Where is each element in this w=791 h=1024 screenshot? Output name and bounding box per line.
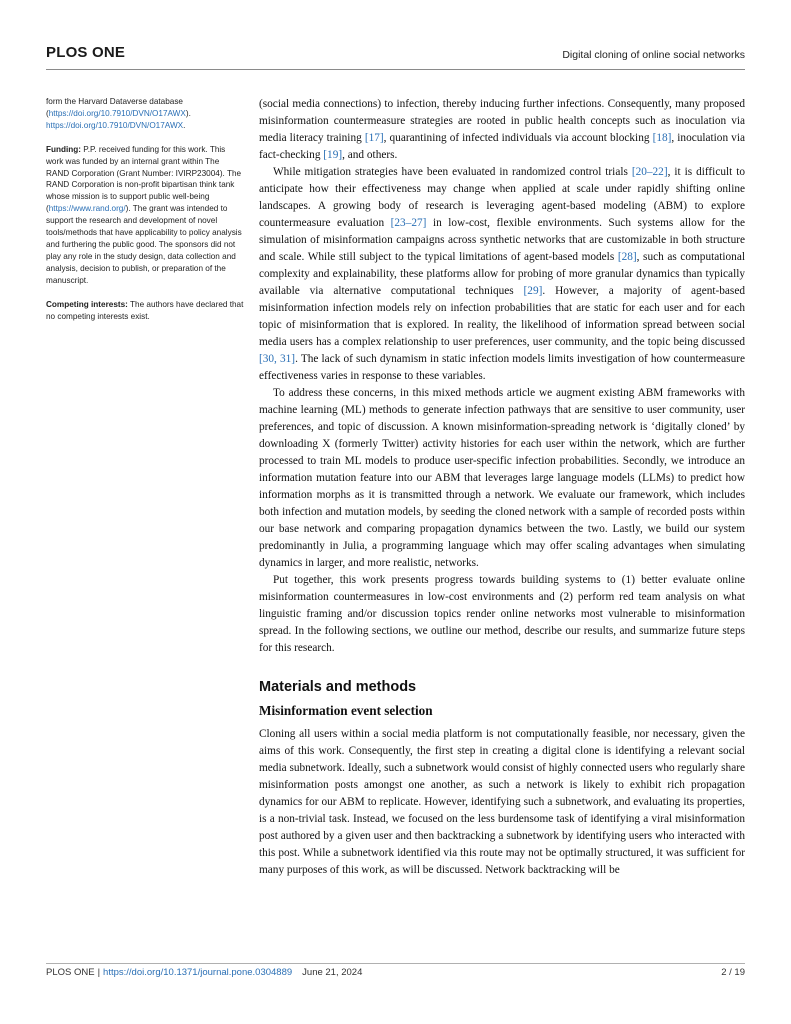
citation-17[interactable]: [17] [364, 132, 384, 144]
running-title: Digital cloning of online social networks [562, 49, 745, 61]
competing-label: Competing interests: [46, 299, 128, 309]
p1-text-b: , quarantining of infected individuals via account blocking [383, 132, 653, 144]
citation-23-27[interactable]: [23–27] [390, 217, 427, 229]
citation-18[interactable]: [18] [652, 132, 672, 144]
p2-text-b: , it is difficult to anticipate how their effectiveness may change when applied at scale under rapidly shifting online landscapes. A growing body of research is leveraging agent-based modeling (ABM) to explore countermeasure evaluation [259, 166, 745, 229]
funding-statement [46, 144, 244, 287]
subsection-heading: Misinformation event selection [259, 703, 433, 718]
footer-separator: | [97, 967, 101, 978]
journal-logo: PLOS ONE [46, 44, 126, 61]
footer-doi-link[interactable]: https://doi.org/10.1371/journal.pone.0304889 [103, 967, 293, 978]
data-link-1[interactable]: https://doi.org/10.7910/DVN/O17AWX [48, 108, 186, 118]
p2-text-f: . The lack of such dynamism in static infection models limits investigation of how countermeasure effectiveness varies in response to these variables. [259, 353, 745, 382]
data-end: . [183, 120, 186, 130]
footer-divider [46, 963, 745, 964]
citation-30-31[interactable]: [30, 31] [259, 353, 296, 365]
paragraph-5: Cloning all users within a social media platform is not computationally feasible, nor necessary, given the aims of this work. Consequently, the first step in creating a digital clone is identifying a relevant social media subnetwork. Ideally, such a subnetwork would consist of highly connected users who regularly share misinformation posts amongst one another, as such a network is likely to exhibit rich propagation dynamics for our ABM to replicate. However, identifying such a subnetwork, and evaluating its properties, is a non-trivial task. Instead, we focused on the less burdensome task of identifying a viral misinformation post authored by a given user and then backtracking a subnetwork by identifying users who interacted with this post. While a subnetwork identified via this route may not be optimally structured, it was sufficient for many purposes of this work, as will be discussed. Network backtracking will be [259, 728, 745, 876]
competing-interests [46, 299, 244, 323]
p2-text-c: in low-cost, flexible environments. Such systems allow for the simulation of misinformation campaigns across synthetic networks that are customizable in both structure and scale. While still subject to the typical limitations of agent-based models [259, 217, 745, 263]
competing-text: The authors have declared that no competing interests exist. [46, 299, 244, 321]
paragraph-4: Put together, this work presents progress towards building systems to (1) better evaluate online misinformation countermeasures in low-cost environments and (2) perform red team analysis on what linguistic framing and/or discussion topics render online networks most vulnerable to misinformation spread. In the following sections, we outline our method, describe our results, and summarize future steps for this research. [259, 574, 745, 654]
citation-19[interactable]: [19] [323, 149, 343, 161]
page-number: 2 / 19 [721, 967, 745, 978]
funding-text-2: ). The grant was intended to support the research and development of novel tools/methods that have applicability to policy analysis and furthering the public good. The sponsors did not play any role in the study design, data collection and analysis, decision to publish, or preparation of the manuscript. [46, 204, 242, 285]
paragraph-2 [259, 164, 745, 385]
p2-text-e: . However, a majority of agent-based misinformation infection models rely on infection probabilities that are static for each user and for each topic of misinformation that is explored. In reality, the likelihood of information spread between social media users has a complex relationship to user preferences, user community, and the topic being discussed [259, 285, 745, 348]
funding-label: Funding: [46, 144, 82, 154]
footer-left [46, 967, 362, 978]
data-link-2[interactable]: https://doi.org/10.7910/DVN/O17AWX [46, 120, 184, 130]
citation-20-22[interactable]: [20–22] [631, 166, 668, 178]
main-text [259, 96, 745, 879]
p2-text-a: While mitigation strategies have been evaluated in randomized control trials [273, 166, 632, 178]
p1-text-d: , and others. [342, 149, 398, 161]
section-heading: Materials and methods [259, 679, 417, 695]
funding-link[interactable]: https://www.rand.org/ [48, 204, 126, 214]
p1-text-a: (social media connections) to infection, thereby inducing further infections. Consequently, many proposed misinformation countermeasure strategies are rooted in public health concepts such as inoculation via media literacy training [259, 98, 745, 144]
sidebar [46, 96, 244, 334]
footer-journal: PLOS ONE [46, 967, 95, 978]
citation-28[interactable]: [28] [617, 251, 637, 263]
funding-text: P.P. received funding for this work. This work was funded by an internal grant within The RAND Corporation (Grant Number: IVIRP23004). The RAND Corporation is non-profit bipartisan think tank whose mission is to support public well-being ( [46, 144, 242, 214]
header-divider [46, 69, 745, 70]
data-text: form the Harvard Dataverse database ( [46, 97, 183, 118]
data-mid: ). [185, 108, 191, 118]
footer-date: June 21, 2024 [302, 967, 363, 978]
data-availability [46, 96, 244, 132]
p2-text-d: , such as computational complexity and explainability, these platforms allow for probing of more granular dynamics than typically available via alternative computational techniques [259, 251, 745, 297]
citation-29[interactable]: [29] [523, 285, 543, 297]
p1-text-c: , inoculation via fact-checking [259, 132, 745, 161]
paragraph-3: To address these concerns, in this mixed methods article we augment existing ABM frameworks with machine learning (ML) methods to generate infection pathways that are sensitive to user community, user preferences, and topic of discussion. A known misinformation-spreading network is ‘digitally cloned’ by downloading X (formerly Twitter) activity histories for each user within the network, which are further processed to train ML models to produce user-specific infection probabilities. Secondly, we introduce an information mutation feature into our ABM that leverages large language models (LLMs) to predict how information morphs as it is transmitted through a network. We evaluate our framework, which includes both infection and mutation models, by seeding the cloned network with a sample of recorded posts within our base network and comparing propagation dynamics between the two. Lastly, we build our system predominantly in Julia, a programming language which may offer scaling advantages when simulating dynamics in larger, and more realistic, networks. [259, 387, 745, 569]
paragraph-1 [259, 96, 745, 164]
